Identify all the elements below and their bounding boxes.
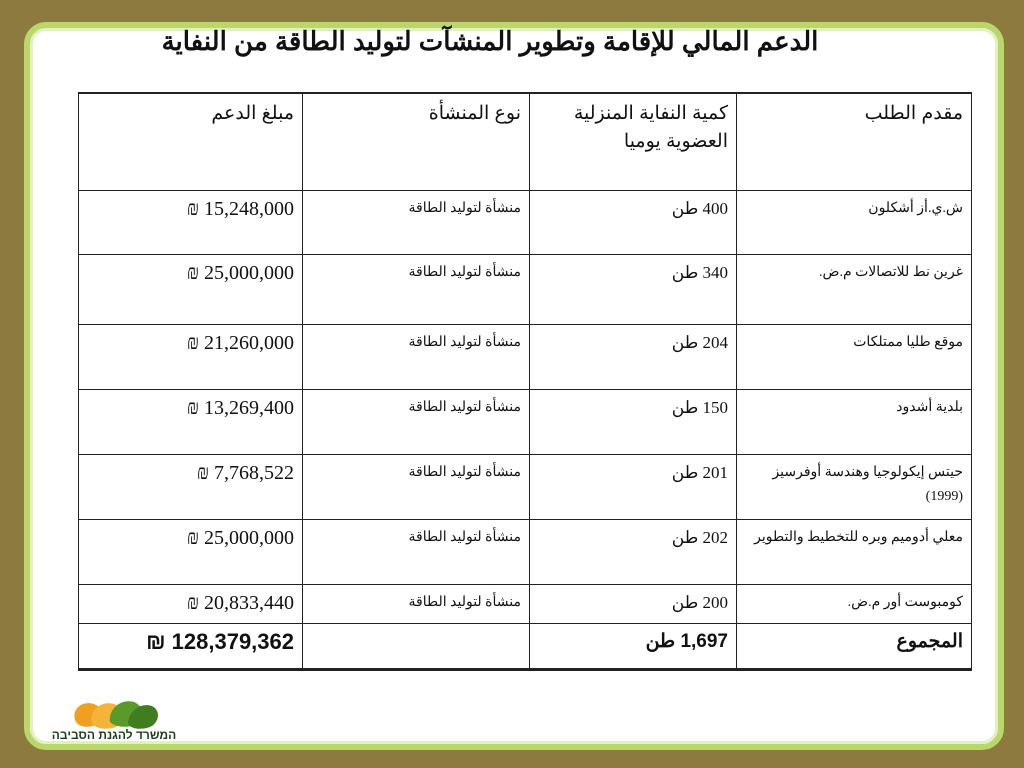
header-applicant: مقدم الطلب — [737, 93, 972, 191]
ministry-logo — [48, 692, 180, 748]
logo-text: המשרד להגנת הסביבה — [51, 728, 177, 742]
cell-facility: منشأة لتوليد الطاقة — [303, 191, 530, 255]
cell-facility: منشأة لتوليد الطاقة — [303, 520, 530, 585]
table-row — [79, 255, 972, 325]
cell-applicant: ش.ي.أز أشكلون — [737, 191, 972, 255]
table-row — [79, 191, 972, 255]
table-header-row — [79, 93, 972, 191]
header-quantity: كمية النفاية المنزلية العضوية يوميا — [530, 93, 737, 191]
total-facility — [303, 624, 530, 670]
cell-facility: منشأة لتوليد الطاقة — [303, 255, 530, 325]
total-row — [79, 624, 972, 670]
cell-facility: منشأة لتوليد الطاقة — [303, 390, 530, 455]
cell-applicant: بلدية أشدود — [737, 390, 972, 455]
cell-amount: 20,833,440 ₪ — [79, 585, 303, 624]
cell-quantity: 201 طن — [530, 455, 737, 520]
page-title: الدعم المالي للإقامة وتطوير المنشآت لتوليد الطاقة من النفاية — [161, 26, 819, 56]
header-facility: نوع المنشأة — [303, 93, 530, 191]
table-row — [79, 455, 972, 520]
header-amount: مبلغ الدعم — [79, 93, 303, 191]
cell-quantity: 204 طن — [530, 325, 737, 390]
cell-quantity: 200 طن — [530, 585, 737, 624]
total-quantity: 1,697 طن — [530, 624, 737, 670]
cell-amount: 7,768,522 ₪ — [79, 455, 303, 520]
funding-table — [78, 92, 972, 671]
cell-quantity: 400 طن — [530, 191, 737, 255]
cell-applicant: غرين نط للاتصالات م.ض. — [737, 255, 972, 325]
cell-amount: 25,000,000 ₪ — [79, 520, 303, 585]
table-row — [79, 325, 972, 390]
cell-applicant: موقع طليا ممتلكات — [737, 325, 972, 390]
cell-quantity: 202 طن — [530, 520, 737, 585]
cell-amount: 21,260,000 ₪ — [79, 325, 303, 390]
table-row — [79, 390, 972, 455]
cell-quantity: 340 طن — [530, 255, 737, 325]
table-row — [79, 585, 972, 624]
cell-facility: منشأة لتوليد الطاقة — [303, 325, 530, 390]
cell-facility: منشأة لتوليد الطاقة — [303, 585, 530, 624]
cell-quantity: 150 طن — [530, 390, 737, 455]
total-amount: 128,379,362 ₪ — [79, 624, 303, 670]
cell-amount: 13,269,400 ₪ — [79, 390, 303, 455]
total-label: المجموع — [737, 624, 972, 670]
leaf-icon — [48, 692, 180, 732]
cell-applicant: معلي أدوميم وبره للتخطيط والتطوير — [737, 520, 972, 585]
cell-amount: 15,248,000 ₪ — [79, 191, 303, 255]
cell-amount: 25,000,000 ₪ — [79, 255, 303, 325]
cell-applicant: حيتس إيكولوجيا وهندسة أوفرسيز (1999) — [737, 455, 972, 520]
cell-applicant: كومبوست أور م.ض. — [737, 585, 972, 624]
cell-facility: منشأة لتوليد الطاقة — [303, 455, 530, 520]
table-row — [79, 520, 972, 585]
